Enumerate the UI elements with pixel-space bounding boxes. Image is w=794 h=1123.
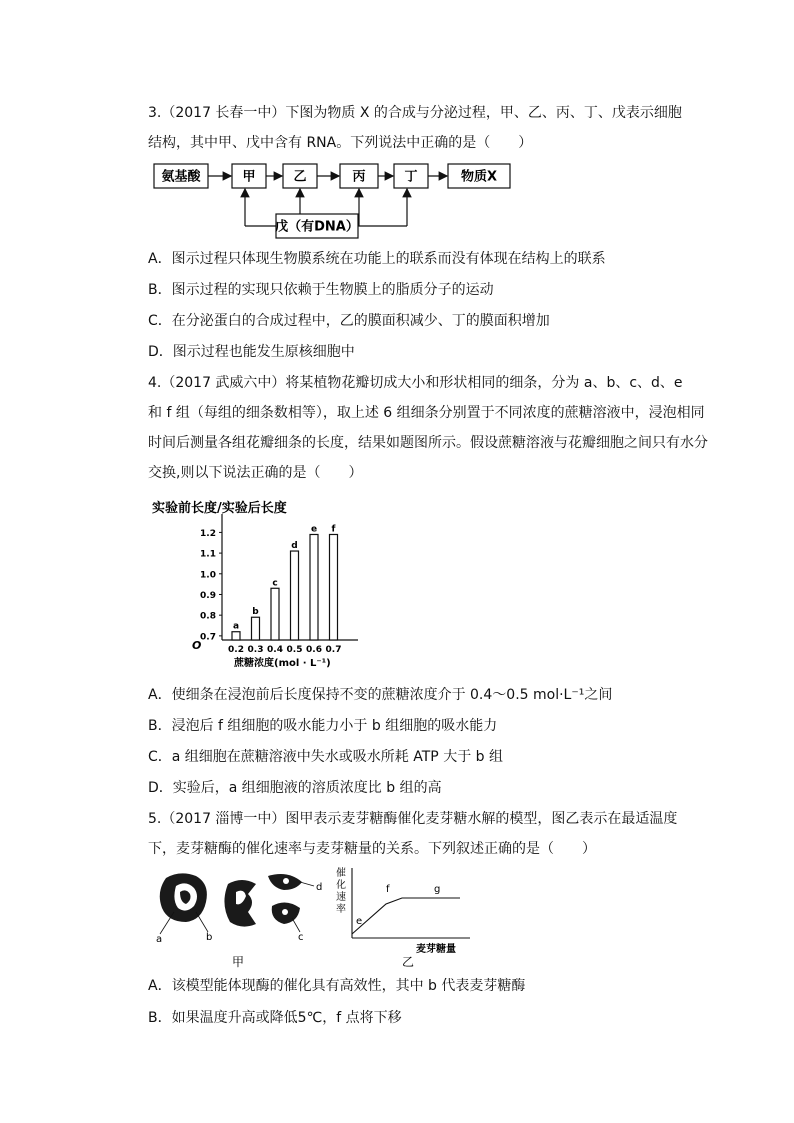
q5-option-b: B．如果温度升高或降低5℃，f 点将下移: [148, 1010, 402, 1026]
x-tick-label: 0.7: [325, 645, 342, 655]
y-tick-label: 1.1: [200, 549, 216, 560]
point-e-label: e: [356, 916, 363, 927]
q4-option-c: C．a 组细胞在蔗糖溶液中失水或吸水所耗 ATP 大于 b 组: [148, 749, 503, 765]
flow-step-label: 丁: [404, 169, 418, 185]
label-d: d: [316, 882, 323, 893]
bar-c: [271, 588, 279, 640]
yi-x-label: 麦芽糖量: [416, 944, 456, 955]
yi-y-label-1: 催: [336, 868, 346, 879]
q4-stem-line3: 时间后测量各组花瓣细条的长度，结果如题图所示。假设蔗糖溶液与花瓣细胞之间只有水分: [148, 435, 708, 451]
point-g-label: g: [434, 884, 441, 895]
q4-option-d: D．实验后，a 组细胞液的溶质浓度比 b 组的高: [148, 780, 442, 796]
y-tick-label: 1.0: [200, 570, 216, 581]
bar-label-f: f: [331, 524, 336, 535]
label-b: b: [206, 932, 213, 943]
fig-yi-caption: 乙: [402, 955, 415, 969]
q3-option-a: A．图示过程只体现生物膜系统在功能上的联系而没有体现在结构上的联系: [148, 251, 606, 267]
enzyme-icon: [224, 880, 256, 927]
flow-step-label: 丙: [352, 169, 366, 185]
bar-label-d: d: [291, 541, 298, 552]
y-tick-label: 1.2: [200, 528, 216, 539]
x-tick-label: 0.6: [306, 645, 322, 655]
flow-start-label: 氨基酸: [161, 169, 201, 185]
label-c: c: [298, 932, 304, 943]
chart-x-axis-label: 蔗糖浓度(mol · L⁻¹): [234, 658, 331, 669]
flow-source-box: [275, 214, 359, 238]
bar-label-c: c: [272, 578, 278, 589]
q3-flow-diagram: [150, 160, 520, 242]
bar-label-b: b: [252, 607, 259, 618]
y-tick-label: 0.7: [200, 632, 216, 643]
q5-figure-jia: [152, 868, 337, 970]
product-c-icon: [272, 902, 300, 924]
yi-axes: [352, 868, 470, 938]
product-d-icon: [268, 874, 302, 890]
flow-step-jia: [232, 164, 266, 188]
q4-bar-chart: [140, 494, 380, 672]
yi-y-label-3: 速: [336, 892, 346, 903]
y-tick-label: 0.8: [200, 611, 216, 622]
flow-start-box: [154, 164, 208, 188]
enzyme-substrate-complex-icon: [160, 873, 207, 922]
x-tick-label: 0.4: [267, 645, 283, 655]
chart-title: 实验前长度/实验后长度: [152, 501, 287, 516]
flow-step-yi: [283, 164, 317, 188]
flow-step-ding: [394, 164, 428, 188]
q3-stem-line2: 结构，其中甲、戊中含有 RNA。下列说法中正确的是（ ）: [148, 135, 533, 151]
q4-stem-line2: 和 f 组（每组的细条数相等），取上述 6 组细条分别置于不同浓度的蔗糖溶液中，浸泡相同: [148, 405, 705, 421]
flow-step-bing: [340, 164, 378, 188]
bar-label-a: a: [232, 621, 240, 632]
q4-stem-line1: 4.（2017 武威六中）将某植物花瓣切成大小和形状相同的细条，分为 a、b、c、d、e: [148, 375, 683, 391]
point-f-label: f: [386, 884, 390, 895]
chart-origin-label: O: [192, 639, 202, 652]
q4-option-a: A．使细条在浸泡前后长度保持不变的蔗糖浓度介于 0.4～0.5 mol·L⁻¹之间: [148, 687, 613, 703]
bar-label-e: e: [310, 524, 318, 535]
bar-f: [330, 534, 338, 640]
flow-end-label: 物质X: [460, 169, 498, 185]
yi-y-label-4: 率: [336, 904, 346, 915]
yi-y-label-2: 化: [336, 880, 346, 891]
fig-jia-caption: 甲: [232, 955, 245, 969]
x-tick-label: 0.3: [247, 645, 264, 655]
q4-option-b: B．浸泡后 f 组细胞的吸水能力小于 b 组细胞的吸水能力: [148, 718, 498, 734]
label-a: a: [156, 934, 163, 945]
flow-source-label: 戊（有DNA）: [275, 219, 359, 235]
bar-b: [252, 617, 260, 640]
q4-stem-line4: 交换,则以下说法正确的是（ ）: [148, 465, 363, 481]
q3-option-d: D．图示过程也能发生原核细胞中: [148, 344, 355, 360]
bar-e: [310, 534, 318, 640]
q3-stem-line1: 3.（2017 长春一中）下图为物质 X 的合成与分泌过程，甲、乙、丙、丁、戊表示细胞: [148, 105, 682, 121]
flow-end-box: [448, 164, 510, 188]
x-tick-label: 0.2: [228, 645, 244, 655]
q5-figure-yi: [330, 862, 480, 970]
bar-d: [291, 551, 299, 640]
q3-option-b: B．图示过程的实现只依赖于生物膜上的脂质分子的运动: [148, 282, 494, 298]
bar-a: [232, 632, 240, 640]
q5-stem-line2: 下，麦芽糖酶的催化速率与麦芽糖量的关系。下列叙述正确的是（ ）: [148, 841, 596, 857]
q5-option-a: A．该模型能体现酶的催化具有高效性，其中 b 代表麦芽糖酶: [148, 978, 526, 994]
flow-step-label: 乙: [293, 169, 307, 185]
y-tick-label: 0.9: [200, 590, 216, 601]
q5-stem-line1: 5.（2017 淄博一中）图甲表示麦芽糖酶催化麦芽糖水解的模型，图乙表示在最适温度: [148, 811, 678, 827]
flow-step-label: 甲: [242, 169, 256, 185]
x-tick-label: 0.5: [286, 645, 303, 655]
q3-option-c: C．在分泌蛋白的合成过程中，乙的膜面积减少、丁的膜面积增加: [148, 313, 550, 329]
